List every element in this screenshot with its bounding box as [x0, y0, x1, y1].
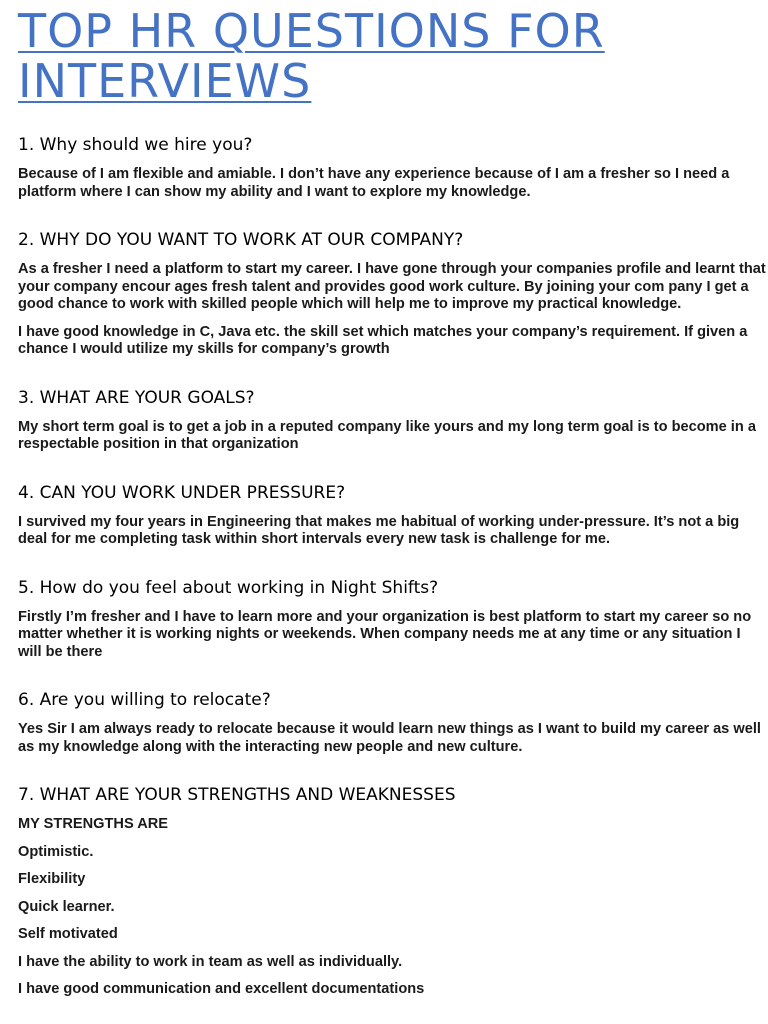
strengths-subheading: MY STRENGTHS ARE — [18, 816, 169, 832]
question-section-5 — [18, 577, 768, 662]
answer-paragraph: Yes Sir I am always ready to relocate because it would learn new things as I want to build my career as well as my knowledge along with the interacting new people and new culture. — [18, 721, 761, 755]
question-heading: 6. Are you willing to relocate? — [18, 690, 271, 710]
strength-item: Flexibility — [18, 871, 86, 887]
answer-paragraph: I have good knowledge in C, Java etc. the skill set which matches your company’s requirement. If given a chance I would utilize my skills for company’s growth — [18, 323, 748, 357]
question-section-4 — [18, 482, 768, 549]
question-section-6 — [18, 689, 768, 756]
question-heading: 1. Why should we hire you? — [18, 135, 253, 155]
answer-paragraph: Because of I am flexible and amiable. I don’t have any experience because of I am a fresher so I need a platform where I can show my ability and I want to explore my knowledge. — [18, 166, 730, 200]
question-heading: 4. CAN YOU WORK UNDER PRESSURE? — [18, 482, 346, 503]
question-section-1 — [18, 134, 768, 201]
answer-paragraph: I survived my four years in Engineering that makes me habitual of working under-pressure. It’s not a big deal for me completing task within short intervals every new task is challenge for me. — [18, 513, 740, 547]
answer-paragraph: Firstly I’m fresher and I have to learn more and your organization is best platform to start my career so no matter whether it is working nights or weekends. When company needs me at any time or any situation I will be there — [18, 608, 752, 660]
question-heading: 5. How do you feel about working in Night Shifts? — [18, 577, 439, 598]
strength-item: I have the ability to work in team as well as individually. — [18, 953, 403, 970]
strength-item: Quick learner. — [18, 898, 115, 915]
question-section-7 — [18, 784, 768, 999]
strength-item: Optimistic. — [18, 843, 94, 860]
question-heading: 7. WHAT ARE YOUR STRENGTHS AND WEAKNESSES — [18, 785, 456, 805]
strength-item: Self motivated — [18, 926, 118, 942]
answer-paragraph: My short term goal is to get a job in a reputed company like yours and my long term goal is to become in a respectable position in that organization — [18, 418, 756, 452]
strength-item: I have good communication and excellent documentations — [18, 981, 425, 997]
question-section-2 — [18, 229, 768, 359]
answer-paragraph: As a fresher I need a platform to start my career. I have gone through your companies profile and learnt that your company encour ages fresh talent and provides good work culture. By joining your com pany I get a good chance to work with skilled people which will help me to improve my practical knowledge. — [18, 261, 766, 312]
document-title: TOP HR QUESTIONS FOR INTERVIEWS — [18, 4, 605, 108]
question-heading: 3. WHAT ARE YOUR GOALS? — [18, 387, 255, 408]
question-heading: 2. WHY DO YOU WANT TO WORK AT OUR COMPANY? — [18, 230, 464, 250]
question-section-3 — [18, 387, 768, 454]
